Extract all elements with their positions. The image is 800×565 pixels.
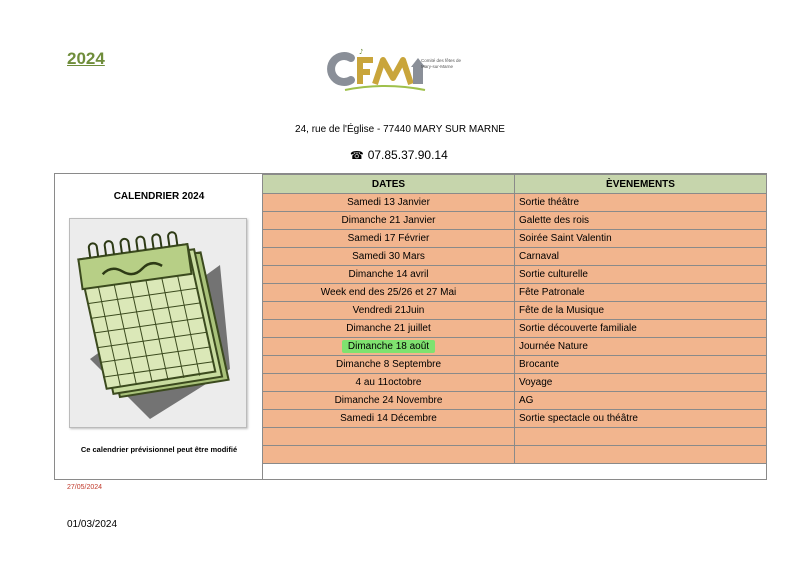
row-event: Fête de la Musique (515, 302, 767, 320)
table-row (263, 284, 767, 302)
calendar-title: CALENDRIER 2024 (113, 191, 205, 202)
table-row (263, 410, 767, 428)
row-date: Dimanche 21 juillet (263, 320, 515, 338)
telephone-icon: ☎ (350, 150, 364, 162)
row-event: Carnaval (515, 248, 767, 266)
row-date: 4 au 11octobre (263, 374, 515, 392)
row-date: Dimanche 24 Novembre (263, 392, 515, 410)
events-header: ÈVENEMENTS (515, 175, 767, 194)
row-date: Dimanche 14 avril (263, 266, 515, 284)
cfm-logo (325, 44, 470, 96)
row-event: Journée Nature (515, 338, 767, 356)
table-row (263, 212, 767, 230)
row-date: Samedi 13 Janvier (263, 194, 515, 212)
svg-text:♪: ♪ (359, 48, 364, 56)
row-event: AG (515, 392, 767, 410)
document-year: 2024 (67, 49, 105, 68)
table-row (263, 374, 767, 392)
row-date: Samedi 30 Mars (263, 248, 515, 266)
row-date: Dimanche 8 Septembre (263, 356, 515, 374)
table-row (263, 266, 767, 284)
row-date: Vendredi 21Juin (263, 302, 515, 320)
table-row (263, 356, 767, 374)
row-date (263, 338, 515, 356)
row-date: Samedi 14 Décembre (263, 410, 515, 428)
row-date: Dimanche 21 Janvier (263, 212, 515, 230)
highlighted-date: Dimanche 18 août (342, 340, 435, 353)
calendar-frame (54, 173, 767, 480)
logo-text: Comité des fêtes de Mary-sur-Marne (421, 58, 462, 69)
row-event: Sortie théâtre (515, 194, 767, 212)
address: 24, rue de l'Église - 77440 MARY SUR MARNE (295, 124, 505, 135)
row-event: Soirée Saint Valentin (515, 230, 767, 248)
table-row-empty (263, 428, 767, 446)
table-row (263, 194, 767, 212)
row-date: Samedi 17 Février (263, 230, 515, 248)
row-event: Sortie culturelle (515, 266, 767, 284)
table-row (263, 302, 767, 320)
table-row-empty (263, 446, 767, 464)
row-date: Week end des 25/26 et 27 Mai (263, 284, 515, 302)
phone-line (350, 148, 448, 162)
events-table (262, 174, 767, 464)
revision-stamp: 27/05/2024 (67, 484, 103, 491)
row-event (515, 428, 767, 446)
row-event: Sortie découverte familiale (515, 320, 767, 338)
table-row-highlighted (263, 338, 767, 356)
footer-date: 01/03/2024 (67, 519, 118, 530)
dates-header: DATES (263, 175, 515, 194)
row-event: Sortie spectacle ou théâtre (515, 410, 767, 428)
table-row (263, 248, 767, 266)
table-header-row (263, 175, 767, 194)
table-row (263, 320, 767, 338)
table-row (263, 392, 767, 410)
row-event: Brocante (515, 356, 767, 374)
row-event: Voyage (515, 374, 767, 392)
row-event (515, 446, 767, 464)
table-row (263, 230, 767, 248)
row-event: Fête Patronale (515, 284, 767, 302)
row-event: Galette des rois (515, 212, 767, 230)
row-date (263, 446, 515, 464)
calendar-left-panel (55, 174, 263, 479)
row-date (263, 428, 515, 446)
calendar-icon (70, 219, 246, 427)
phone-number: 07.85.37.90.14 (367, 148, 448, 162)
calendar-note: Ce calendrier prévisionnel peut être modifié (80, 445, 238, 454)
calendar-image (69, 218, 247, 428)
